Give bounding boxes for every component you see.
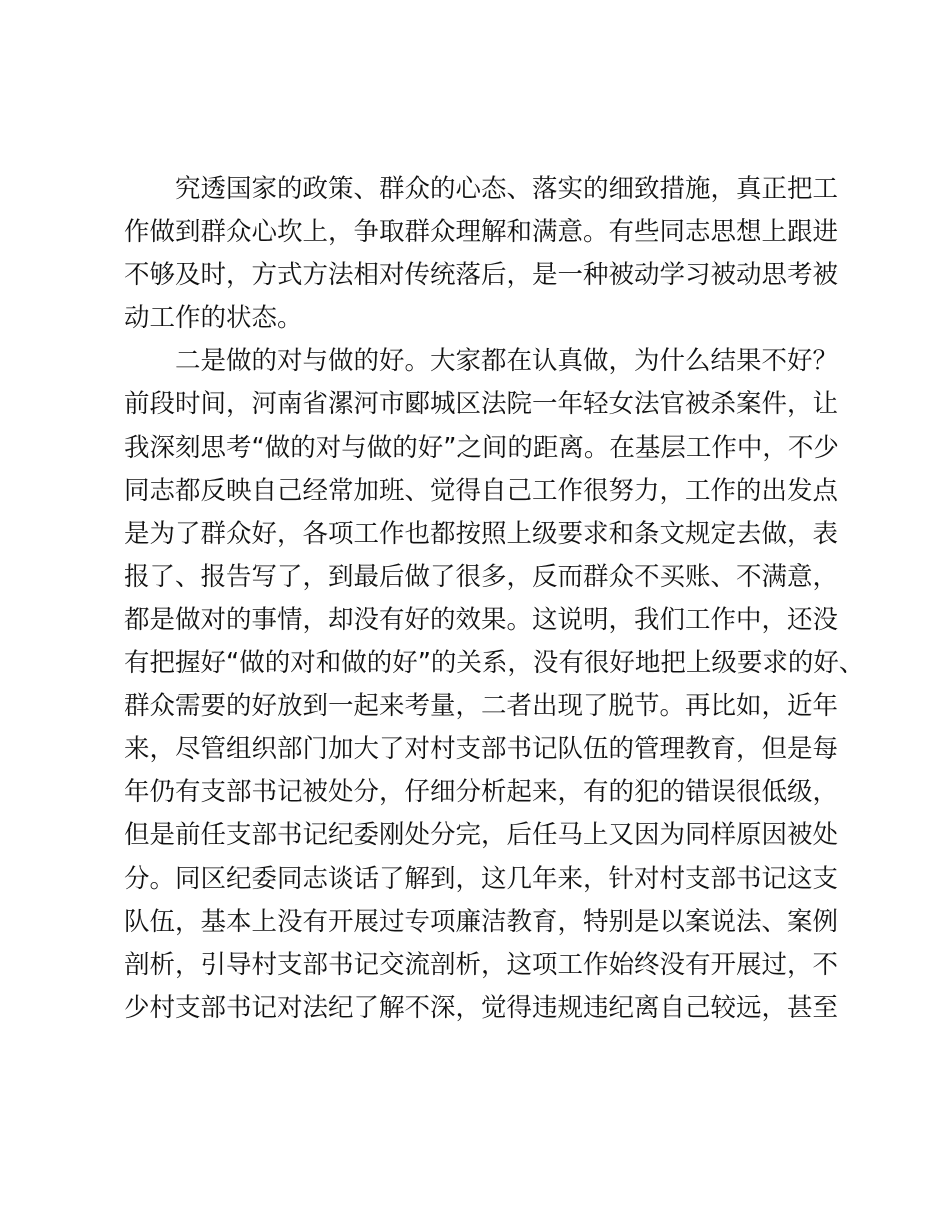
text-line: 二是做的对与做的好。大家都在认真做，为什么结果不好？ — [124, 346, 839, 377]
text-line: 年仍有支部书记被处分，仔细分析起来，有的犯的错误很低级， — [124, 777, 839, 808]
text-line: 队伍，基本上没有开展过专项廉洁教育，特别是以案说法、案例 — [124, 906, 839, 937]
text-line: 是为了群众好，各项工作也都按照上级要求和条文规定去做，表 — [124, 518, 839, 549]
text-line: 究透国家的政策、群众的心态、落实的细致措施，真正把工 — [124, 174, 839, 204]
text-line: 报了、报告写了，到最后做了很多，反而群众不买账、不满意， — [124, 561, 839, 592]
body-text — [124, 168, 865, 1030]
text-line: 群众需要的好放到一起来考量，二者出现了脱节。再比如，近年 — [124, 691, 839, 722]
text-line: 少村支部书记对法纪了解不深，觉得违规违纪离自己较远，甚至 — [124, 992, 839, 1023]
text-line: 有把握好“做的对和做的好”的关系，没有很好地把上级要求的好、 — [124, 648, 865, 679]
text-line: 动工作的状态。 — [124, 303, 303, 334]
text-line: 但是前任支部书记纪委刚处分完，后任马上又因为同样原因被处 — [124, 820, 839, 851]
text-line: 剖析，引导村支部书记交流剖析，这项工作始终没有开展过，不 — [124, 949, 839, 980]
text-line: 同志都反映自己经常加班、觉得自己工作很努力，工作的出发点 — [124, 475, 839, 506]
text-line: 不够及时，方式方法相对传统落后，是一种被动学习被动思考被 — [124, 260, 839, 291]
text-line: 来，尽管组织部门加大了对村支部书记队伍的管理教育，但是每 — [124, 734, 839, 765]
text-line: 都是做对的事情，却没有好的效果。这说明，我们工作中，还没 — [124, 604, 839, 635]
text-line: 分。同区纪委同志谈话了解到，这几年来，针对村支部书记这支 — [124, 863, 839, 894]
text-line: 我深刻思考“做的对与做的好”之间的距离。在基层工作中，不少 — [124, 432, 839, 463]
text-line: 作做到群众心坎上，争取群众理解和满意。有些同志思想上跟进 — [124, 217, 839, 248]
text-line: 前段时间，河南省漯河市郾城区法院一年轻女法官被杀案件，让 — [124, 389, 839, 420]
